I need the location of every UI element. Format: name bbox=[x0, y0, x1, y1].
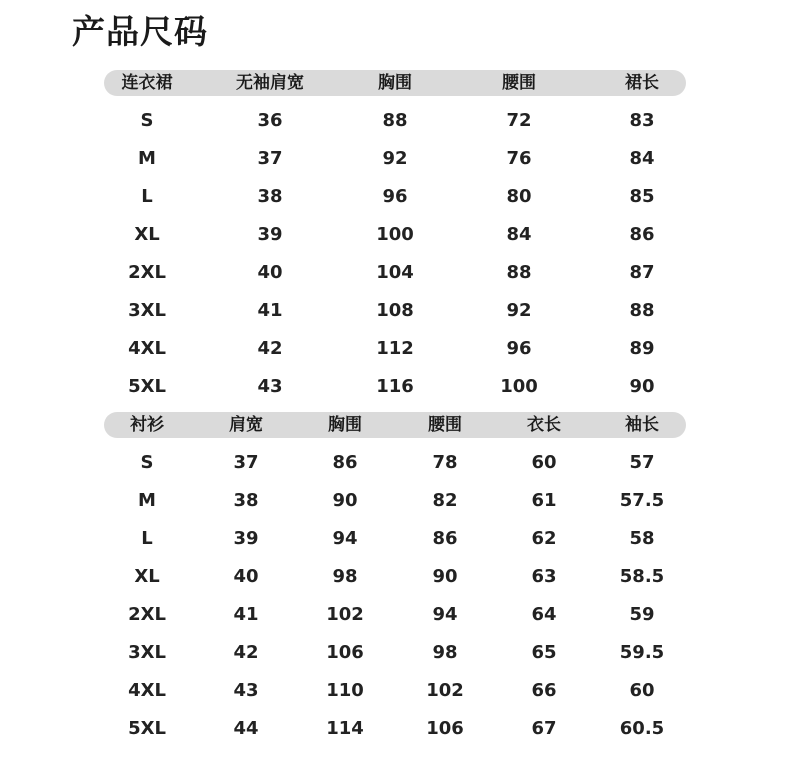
measurement-cell: 76 bbox=[506, 148, 532, 169]
size-label: 3XL bbox=[128, 300, 166, 321]
table-row bbox=[104, 178, 686, 216]
measurement-cell: 38 bbox=[257, 186, 283, 207]
table-row bbox=[104, 634, 686, 672]
measurement-cell: 38 bbox=[233, 490, 259, 511]
measurement-cell: 92 bbox=[382, 148, 408, 169]
measurement-cell: 102 bbox=[326, 604, 364, 625]
measurement-cell: 112 bbox=[376, 338, 414, 359]
measurement-cell: 57 bbox=[629, 452, 655, 473]
size-label: XL bbox=[134, 224, 160, 245]
measurement-cell: 43 bbox=[257, 376, 283, 397]
table-row bbox=[104, 520, 686, 558]
measurement-cell: 59.5 bbox=[619, 642, 665, 663]
dress-header-cell: 无袖肩宽 bbox=[236, 73, 304, 93]
shirt-table-rows bbox=[104, 444, 686, 748]
measurement-cell: 60 bbox=[629, 680, 655, 701]
measurement-cell: 36 bbox=[257, 110, 283, 131]
measurement-cell: 61 bbox=[531, 490, 557, 511]
table-row bbox=[104, 558, 686, 596]
measurement-cell: 39 bbox=[257, 224, 283, 245]
size-label: XL bbox=[134, 566, 160, 587]
measurement-cell: 40 bbox=[257, 262, 283, 283]
measurement-cell: 37 bbox=[233, 452, 259, 473]
measurement-cell: 59 bbox=[629, 604, 655, 625]
size-label: 4XL bbox=[128, 338, 166, 359]
measurement-cell: 40 bbox=[233, 566, 259, 587]
measurement-cell: 87 bbox=[629, 262, 655, 283]
measurement-cell: 114 bbox=[326, 718, 364, 739]
measurement-cell: 102 bbox=[426, 680, 464, 701]
dress-header-cell: 连衣裙 bbox=[121, 73, 173, 93]
measurement-cell: 90 bbox=[629, 376, 655, 397]
measurement-cell: 37 bbox=[257, 148, 283, 169]
dress-header-cell: 腰围 bbox=[502, 73, 536, 93]
measurement-cell: 60 bbox=[531, 452, 557, 473]
measurement-cell: 82 bbox=[432, 490, 458, 511]
measurement-cell: 106 bbox=[326, 642, 364, 663]
measurement-cell: 110 bbox=[326, 680, 364, 701]
dress-size-table bbox=[104, 70, 686, 406]
measurement-cell: 58 bbox=[629, 528, 655, 549]
size-label: L bbox=[141, 186, 153, 207]
measurement-cell: 86 bbox=[432, 528, 458, 549]
size-label: S bbox=[140, 452, 154, 473]
size-label: L bbox=[141, 528, 153, 549]
dress-header-cell: 裙长 bbox=[625, 73, 659, 93]
table-row bbox=[104, 254, 686, 292]
measurement-cell: 84 bbox=[506, 224, 532, 245]
measurement-cell: 39 bbox=[233, 528, 259, 549]
measurement-cell: 41 bbox=[233, 604, 259, 625]
measurement-cell: 100 bbox=[376, 224, 414, 245]
measurement-cell: 41 bbox=[257, 300, 283, 321]
shirt-header-cell: 胸围 bbox=[328, 415, 362, 435]
measurement-cell: 86 bbox=[332, 452, 358, 473]
table-row bbox=[104, 216, 686, 254]
shirt-table-header bbox=[104, 412, 686, 438]
table-row bbox=[104, 444, 686, 482]
dress-header-cell: 胸围 bbox=[378, 73, 412, 93]
measurement-cell: 89 bbox=[629, 338, 655, 359]
measurement-cell: 98 bbox=[432, 642, 458, 663]
measurement-cell: 116 bbox=[376, 376, 414, 397]
dress-table-header bbox=[104, 70, 686, 96]
size-label: 3XL bbox=[128, 642, 166, 663]
measurement-cell: 65 bbox=[531, 642, 557, 663]
shirt-header-cell: 袖长 bbox=[625, 415, 659, 435]
measurement-cell: 90 bbox=[332, 490, 358, 511]
size-label: M bbox=[138, 148, 156, 169]
measurement-cell: 43 bbox=[233, 680, 259, 701]
measurement-cell: 57.5 bbox=[619, 490, 665, 511]
measurement-cell: 67 bbox=[531, 718, 557, 739]
measurement-cell: 58.5 bbox=[619, 566, 665, 587]
table-row bbox=[104, 140, 686, 178]
measurement-cell: 84 bbox=[629, 148, 655, 169]
measurement-cell: 96 bbox=[382, 186, 408, 207]
size-label: 5XL bbox=[128, 376, 166, 397]
measurement-cell: 64 bbox=[531, 604, 557, 625]
size-label: M bbox=[138, 490, 156, 511]
measurement-cell: 83 bbox=[629, 110, 655, 131]
measurement-cell: 62 bbox=[531, 528, 557, 549]
measurement-cell: 63 bbox=[531, 566, 557, 587]
dress-table-rows bbox=[104, 102, 686, 406]
table-row bbox=[104, 102, 686, 140]
shirt-header-cell: 衬衫 bbox=[130, 415, 164, 435]
shirt-header-cell: 衣长 bbox=[527, 415, 561, 435]
size-label: 2XL bbox=[128, 262, 166, 283]
table-row bbox=[104, 710, 686, 748]
table-row bbox=[104, 330, 686, 368]
measurement-cell: 80 bbox=[506, 186, 532, 207]
measurement-cell: 88 bbox=[506, 262, 532, 283]
measurement-cell: 96 bbox=[506, 338, 532, 359]
measurement-cell: 100 bbox=[500, 376, 538, 397]
size-label: 2XL bbox=[128, 604, 166, 625]
measurement-cell: 88 bbox=[629, 300, 655, 321]
table-row bbox=[104, 596, 686, 634]
measurement-cell: 88 bbox=[382, 110, 408, 131]
measurement-cell: 94 bbox=[332, 528, 358, 549]
measurement-cell: 92 bbox=[506, 300, 532, 321]
measurement-cell: 44 bbox=[233, 718, 259, 739]
shirt-header-cell: 肩宽 bbox=[229, 415, 263, 435]
measurement-cell: 60.5 bbox=[619, 718, 665, 739]
measurement-cell: 106 bbox=[426, 718, 464, 739]
size-label: S bbox=[140, 110, 154, 131]
size-label: 4XL bbox=[128, 680, 166, 701]
measurement-cell: 78 bbox=[432, 452, 458, 473]
table-row bbox=[104, 368, 686, 406]
measurement-cell: 104 bbox=[376, 262, 414, 283]
table-row bbox=[104, 482, 686, 520]
measurement-cell: 85 bbox=[629, 186, 655, 207]
measurement-cell: 66 bbox=[531, 680, 557, 701]
table-row bbox=[104, 292, 686, 330]
size-label: 5XL bbox=[128, 718, 166, 739]
measurement-cell: 98 bbox=[332, 566, 358, 587]
measurement-cell: 90 bbox=[432, 566, 458, 587]
measurement-cell: 108 bbox=[376, 300, 414, 321]
measurement-cell: 94 bbox=[432, 604, 458, 625]
measurement-cell: 42 bbox=[233, 642, 259, 663]
shirt-header-cell: 腰围 bbox=[428, 415, 462, 435]
table-row bbox=[104, 672, 686, 710]
measurement-cell: 42 bbox=[257, 338, 283, 359]
page-title: 产品尺码 bbox=[72, 12, 208, 51]
measurement-cell: 86 bbox=[629, 224, 655, 245]
measurement-cell: 72 bbox=[506, 110, 532, 131]
shirt-size-table bbox=[104, 412, 686, 748]
